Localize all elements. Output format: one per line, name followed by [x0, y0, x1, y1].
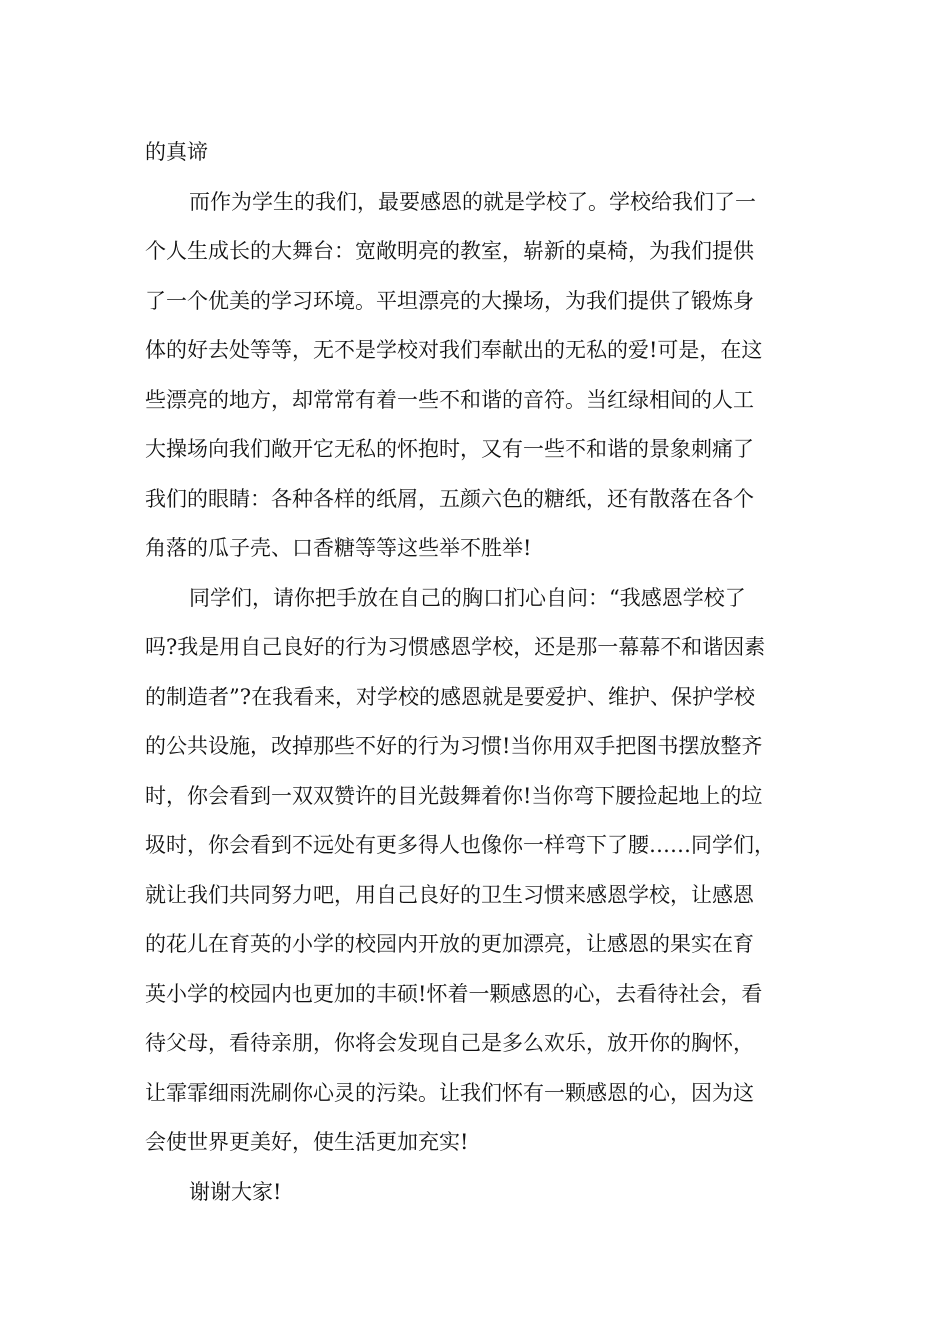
text-line: 个人生成长的大舞台：宽敞明亮的教室，崭新的桌椅，为我们提供: [145, 239, 754, 263]
text-line: 角落的瓜子壳、口香糖等等这些举不胜举!: [145, 536, 532, 560]
text-line: 让霏霏细雨洗刷你心灵的污染。让我们怀有一颗感恩的心，因为这: [145, 1080, 754, 1105]
text-line: 大操场向我们敞开它无私的怀抱时，又有一些不和谐的景象刺痛了: [145, 437, 754, 461]
text-line: 就让我们共同努力吧，用自己良好的卫生习惯来感恩学校，让感恩: [145, 882, 754, 907]
text-line: 时，你会看到一双双赞许的目光鼓舞着你!当你弯下腰捡起地上的垃: [145, 783, 763, 808]
text-line: 体的好去处等等，无不是学校对我们奉献出的无私的爱!可是，在这: [145, 338, 763, 362]
text-line: 圾时，你会看到不远处有更多得人也像你一样弯下了腰……同学们，: [145, 833, 775, 857]
text-line: 的真谛: [145, 140, 208, 164]
text-line: 的制造者”?在我看来，对学校的感恩就是要爱护、维护、保护学校: [145, 684, 755, 709]
speech-text: [145, 128, 825, 1217]
text-line: 吗?我是用自己良好的行为习惯感恩学校，还是那一幕幕不和谐因素: [145, 635, 766, 659]
text-line: 待父母，看待亲朋，你将会发现自己是多么欢乐，放开你的胸怀，: [145, 1031, 754, 1055]
text-line: 英小学的校园内也更加的丰硕!怀着一颗感恩的心，去看待社会，看: [145, 981, 763, 1006]
text-line: 的花儿在育英的小学的校园内开放的更加漂亮，让感恩的果实在育: [145, 932, 754, 956]
paragraph-start-line: 而作为学生的我们，最要感恩的就是学校了。学校给我们了一: [189, 189, 756, 214]
text-line: 了一个优美的学习环境。平坦漂亮的大操场，为我们提供了锻炼身: [145, 288, 754, 313]
closing-line: 谢谢大家!: [189, 1179, 282, 1204]
text-line: 些漂亮的地方，却常常有着一些不和谐的音符。当红绿相间的人工: [145, 387, 754, 412]
text-line: 我们的眼睛：各种各样的纸屑，五颜六色的糖纸，还有散落在各个: [145, 486, 754, 511]
text-line: 会使世界更美好，使生活更加充实!: [145, 1130, 469, 1154]
paragraph-start-line: 同学们，请你把手放在自己的胸口扪心自问：“我感恩学校了: [189, 585, 746, 610]
text-line: 的公共设施，改掉那些不好的行为习惯!当你用双手把图书摆放整齐: [145, 734, 763, 758]
